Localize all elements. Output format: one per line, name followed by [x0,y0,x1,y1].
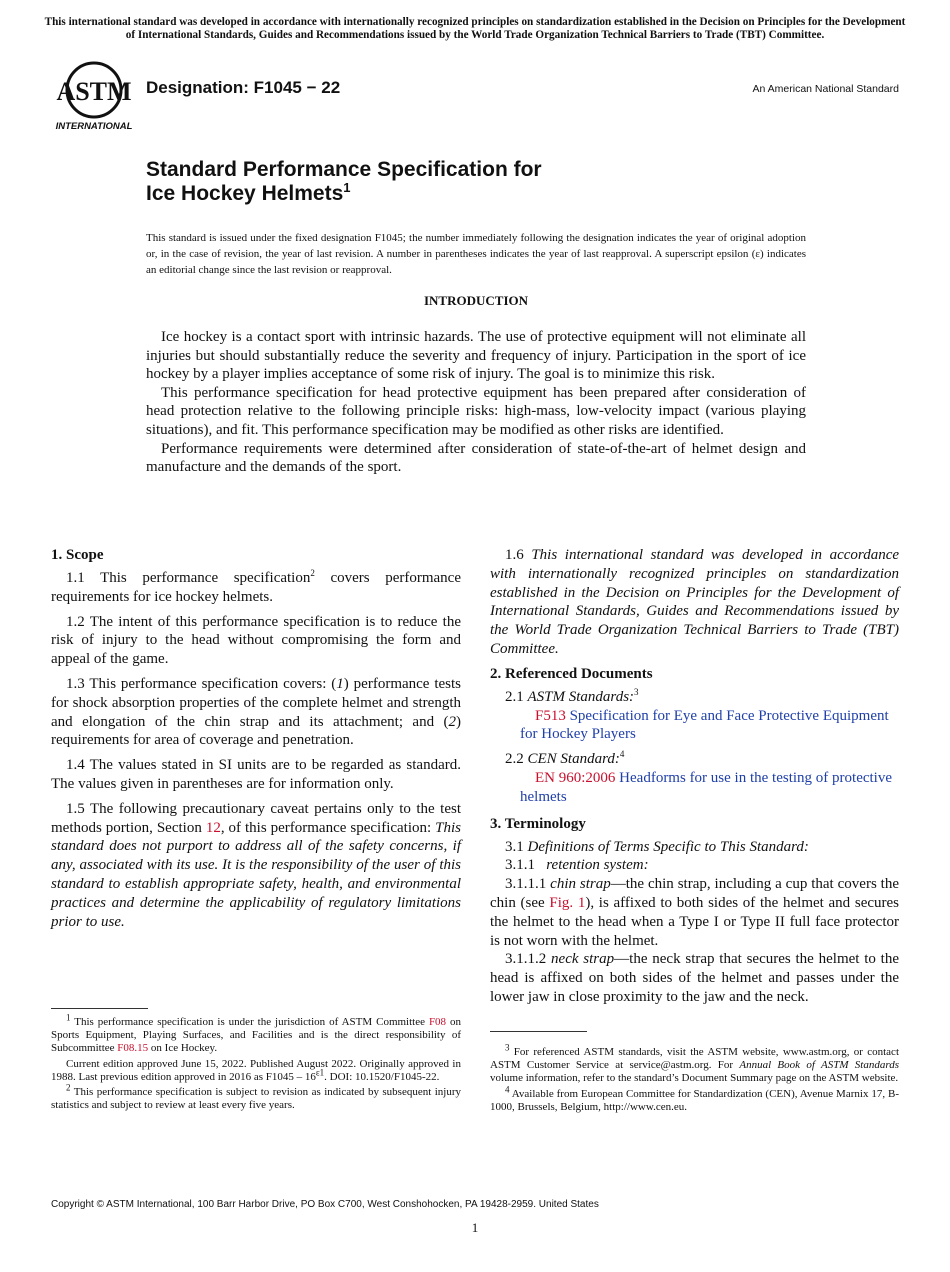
para-1-3: 1.3 This performance specification covers: (1) performance tests for shock absorption properties of the complete helmet and strength and elongation of the chin strap and its attachment; and (2) requirements for area of coverage and penetration. [51,675,462,749]
ref-code-link[interactable]: EN 960:2006 [535,769,616,786]
committee-f08-link[interactable]: F08 [428,1016,447,1028]
logo-subtext: INTERNATIONAL [55,121,133,132]
national-standard-label: An American National Standard [752,83,899,95]
standard-note: This standard is issued under the fixed designation F1045; the number immediately following the designation indicates the year of original adoption or, in the case of revision, the year of last revision. A number in parentheses indicates the year of last reapproval. A superscript epsilon (ε) indicates an editorial change since the last revision or reapproval. [146,232,806,276]
footnotes-right [490,1042,899,1116]
right-column [490,546,899,1007]
para-2-1: 2.1 ASTM Standards:$^3$ [505,686,639,705]
section-12-link[interactable]: 12 [205,819,221,836]
para-1-1: 1.1 This performance specification$^2$ covers performance requirements for ice hockey helmets. [51,568,461,605]
footnote-4: $^4$ Available from European Committee for Standardization (CEN), Avenue Marnix 17, B-1000, Brussels, Belgium, http://www.cen.eu. [490,1083,899,1113]
para-2-2: 2.2 CEN Standard:$^4$ [505,749,625,768]
para-3-1-1-1: 3.1.1.1 chin strap—the chin strap, including a cup that covers the chin (see Fig. 1), is affixed to both sides of the helmet and secures the helmet to the head when a Type I or Type II full face protector is not worn with the helmet. [490,876,900,949]
title-line-2: Ice Hockey Helmets [146,182,344,205]
ref-code-link[interactable]: F513 [535,707,566,724]
footnote-ref: 4 [619,749,625,760]
title-line-1: Standard Performance Specification for [146,158,542,181]
intro-paragraph: Ice hockey is a contact sport with intrinsic hazards. The use of protective equipment will not eliminate all injuries but should substantially reduce the severity and frequency of injury. Participation in the sport of ice hockey by a player implies acceptance of some risk of injury. The goal is to minimize this risk. [146,329,806,383]
ref-title-link[interactable]: Headforms for use in the testing of protective helmets [520,769,893,805]
footnotes-left [51,1012,462,1114]
document-title [146,158,542,206]
para-1-6: 1.6 This international standard was developed in accordance with internationally recognized principles on standardization established in the Decision on Principles for the Development of International Standards, Guides and Recommendations issued by the World Trade Organization Technical Barriers to Trade (TBT) Committee. [490,547,900,657]
reference-en960 [490,769,899,807]
footnote-divider [51,1008,148,1009]
section-heading-scope: 1. Scope [51,547,104,563]
para-3-1-1-2: 3.1.1.2 neck strap—the neck strap that secures the helmet to the head is affixed on both sides of the helmet and passes under the lower jaw in close proximity to the jaw and the neck. [490,951,900,1005]
logo-text: ASTM [56,77,132,106]
footnote-ref: 3 [634,686,639,697]
section-heading-referenced-documents: 2. Referenced Documents [490,665,653,682]
reference-f513 [490,707,899,745]
para-1-2: 1.2 The intent of this performance specification is to reduce the risk of injury to the head without compromising the form and appeal of the game. [51,613,461,668]
footnote-2: $^2$ This performance specification is subject to revision as indicated by subsequent injury statistics and subject to review at least every five years. [51,1082,461,1112]
copyright-notice: Copyright © ASTM International, 100 Barr Harbor Drive, PO Box C700, West Conshohocken, PA 19428-2959. United States [51,1199,599,1210]
footnote-divider [490,1031,587,1032]
section-heading-terminology: 3. Terminology [490,815,586,832]
wto-notice: This international standard was developed in accordance with internationally recognized principles on standardization established in the Decision on Principles for the Development of International Standards, Guides and Recommendations issued by the World Trade Organization Technical Barriers to Trade (TBT) Committee. [44,16,906,41]
page-number: 1 [471,1220,479,1235]
footnote-1: $^1$ This performance specification is under the jurisdiction of ASTM Committee F08 on Sports Equipment, Playing Surfaces, and Facilities and is the direct responsibility of Subcommittee F08.15 on Ice Hockey. [51,1012,462,1055]
left-column [51,546,461,937]
fig-1-link[interactable]: Fig. 1 [549,894,586,911]
para-1-5: 1.5 The following precautionary caveat pertains only to the test methods portion, Section 12, of this performance specification: This standard does not purport to address all of the safety concerns, if any, associated with its use. It is the responsibility of the user of this standard to establish appropriate safety, health, and environmental practices and determine the applicability of regulatory limitations prior to use. [51,800,461,930]
footnote-3: $^3$ For referenced ASTM standards, visit the ASTM website, www.astm.org, or contact ASTM Customer Service at service@astm.org. For Annual Book of ASTM Standards volume information, refer to the standard’s Document Summary page on the ASTM website. [490,1042,899,1085]
designation: Designation: F1045 − 22 [146,78,341,97]
intro-paragraph: Performance requirements were determined after consideration of state-of-the-art of helmet design and manufacture and the demands of the sport. [146,440,806,476]
footnote-1-edition: Current edition approved June 15, 2022. Published August 2022. Originally approved in 1988. Last previous edition approved in 2016 as $F1045 - 16^{\varepsilon 1}$. DOI: 10.1520/F1045-22. [51,1057,461,1083]
para-1-4: 1.4 The values stated in SI units are to be regarded as standard. The values given in parentheses are for information only. [51,757,461,792]
title-footnote-mark: 1 [343,180,351,195]
footnote-ref: 2 [310,568,315,578]
intro-paragraph: This performance specification for head protective equipment has been prepared after consideration of head protection relative to the following principle risks: high-mass, low-velocity impact (various playing situations), and fit. This performance specification may be modified as other risks are identified. [146,384,806,438]
astm-logo [54,58,134,132]
ref-title-link[interactable]: Specification for Eye and Face Protective Equipment for Hockey Players [520,707,889,743]
para-3-1: 3.1 Definitions of Terms Specific to This Standard: [505,838,809,855]
introduction-heading: INTRODUCTION [423,293,528,308]
para-3-1-1: 3.1.1 retention system: [505,857,649,874]
subcommittee-f0815-link[interactable]: F08.15 [117,1042,149,1055]
introduction-body [146,328,806,477]
